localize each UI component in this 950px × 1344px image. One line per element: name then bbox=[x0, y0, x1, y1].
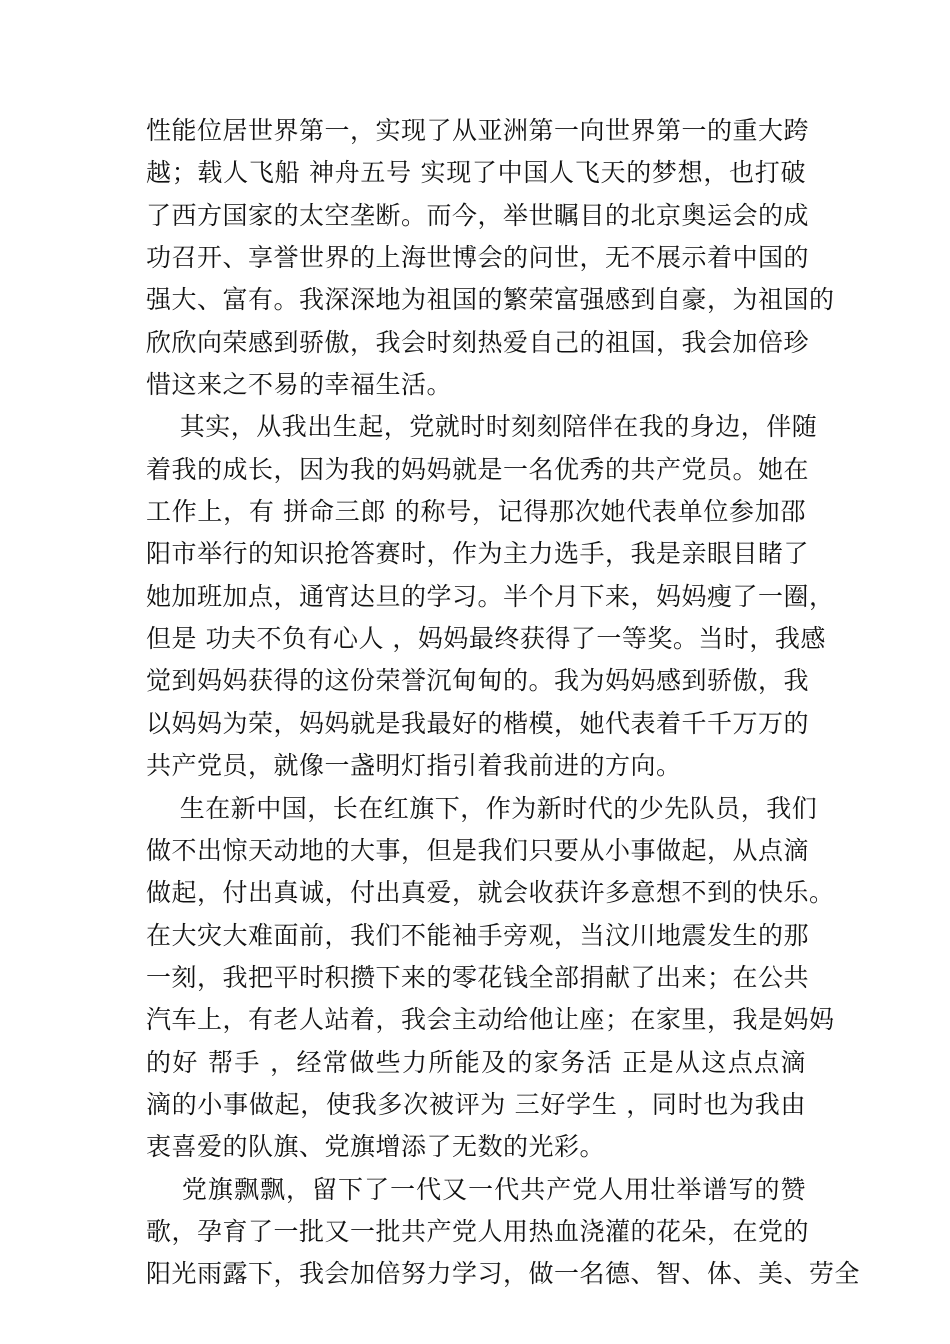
text-line: 性能位居世界第一，实现了从亚洲第一向世界第一的重大跨 bbox=[146, 116, 810, 145]
text-line: 其实，从我出生起，党就时时刻刻陪伴在我的身边，伴随 bbox=[146, 412, 818, 442]
text-line: 以妈妈为荣，妈妈就是我最好的楷模，她代表着千千万万的 bbox=[146, 708, 810, 738]
text-line: 强大、富有。我深深地为祖国的繁荣富强感到自豪，为祖国的 bbox=[146, 285, 835, 315]
text-line: 共产党员，就像一盏明灯指引着我前进的方向。 bbox=[146, 751, 682, 781]
text-line: 惜这来之不易的幸福生活。 bbox=[146, 370, 453, 400]
text-line: 功召开、享誉世界的上海世博会的问世，无不展示着中国的 bbox=[146, 243, 810, 273]
paragraph bbox=[146, 1169, 861, 1296]
text-line: 阳光雨露下，我会加倍努力学习，做一名德、智、体、美、劳全 bbox=[146, 1259, 861, 1289]
text-line: 工作上，有 拼命三郎 的称号，记得那次她代表单位参加邵 bbox=[146, 497, 806, 527]
text-line: 歌，孕育了一批又一批共产党人用热血浇灌的花朵，在党的 bbox=[146, 1216, 810, 1246]
text-line: 党旗飘飘，留下了一代又一代共产党人用壮举谱写的赞 bbox=[146, 1174, 806, 1204]
text-line: 越；载人飞船 神舟五号 实现了中国人飞天的梦想，也打破 bbox=[146, 158, 806, 188]
text-line: 的好 帮手 ，经常做些力所能及的家务活 正是从这点点滴 bbox=[146, 1047, 806, 1077]
text-line: 了西方国家的太空垄断。而今，举世瞩目的北京奥运会的成 bbox=[146, 200, 810, 230]
text-line: 做起，付出真诚，付出真爱，就会收获许多意想不到的快乐。 bbox=[146, 878, 835, 908]
text-line: 一刻，我把平时积攒下来的零花钱全部捐献了出来；在公共 bbox=[146, 962, 810, 992]
text-line: 但是 功夫不负有心人 ，妈妈最终获得了一等奖。当时，我感 bbox=[146, 624, 826, 654]
text-line: 觉到妈妈获得的这份荣誉沉甸甸的。我为妈妈感到骄傲，我 bbox=[146, 666, 810, 696]
document-body bbox=[146, 110, 861, 1296]
text-line: 生在新中国，长在红旗下，作为新时代的少先队员，我们 bbox=[146, 793, 818, 823]
paragraph bbox=[146, 110, 835, 406]
text-line: 阳市举行的知识抢答赛时，作为主力选手，我是亲眼目睹了 bbox=[146, 539, 810, 569]
text-line: 滴的小事做起，使我多次被评为 三好学生 ，同时也为我由 bbox=[146, 1089, 806, 1119]
text-line: 着我的成长，因为我的妈妈就是一名优秀的共产党员。她在 bbox=[146, 454, 810, 484]
text-line: 汽车上，有老人站着，我会主动给他让座；在家里，我是妈妈 bbox=[146, 1005, 835, 1035]
text-line: 衷喜爱的队旗、党旗增添了无数的光彩。 bbox=[146, 1132, 606, 1162]
text-line: 她加班加点，通宵达旦的学习。半个月下来，妈妈瘦了一圈， bbox=[146, 581, 835, 611]
paragraph bbox=[146, 788, 835, 1169]
text-line: 在大灾大难面前，我们不能袖手旁观，当汶川地震发生的那 bbox=[146, 920, 810, 950]
paragraph bbox=[146, 406, 835, 787]
text-line: 做不出惊天动地的大事，但是我们只要从小事做起，从点滴 bbox=[146, 835, 810, 865]
text-line: 欣欣向荣感到骄傲，我会时刻热爱自己的祖国，我会加倍珍 bbox=[146, 327, 810, 357]
